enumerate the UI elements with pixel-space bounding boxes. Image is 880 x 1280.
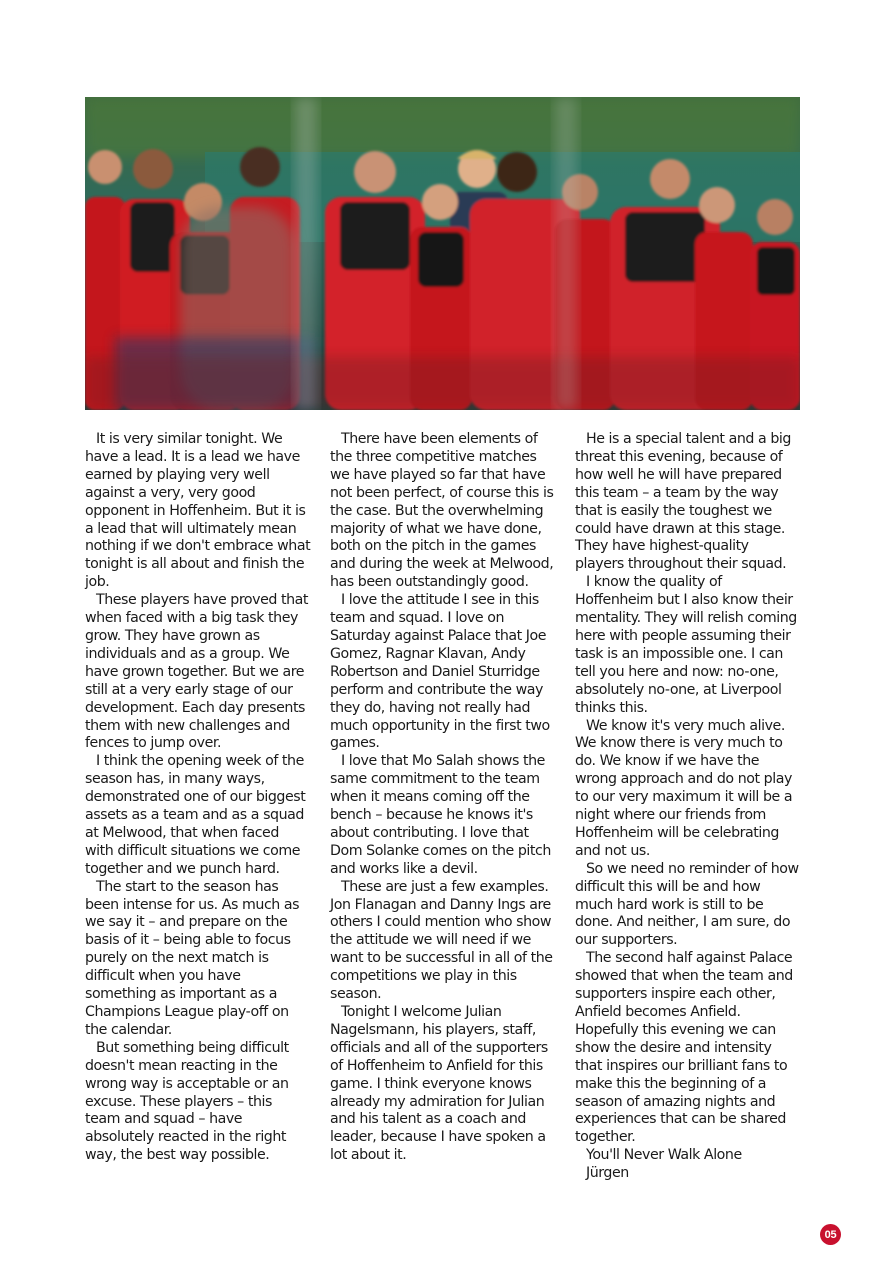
paragraph: I think the opening week of the season has, in many ways, demonstrated one of our biggest assets as a team and as a squad at Melwood, that when faced with difficult situations we come together and we punch hard. (85, 753, 306, 877)
paragraph: The second half against Palace showed that when the team and supporters inspire each other, Anfield becomes Anfield. Hopefully this evening we can show the desire and intensity that inspires our brilliant fans to make this the beginning of a season of amazing nights and experiences that can be shared together. (575, 950, 793, 1146)
article-body (85, 431, 800, 1201)
team-huddle-illustration (85, 97, 800, 410)
paragraph: I love the attitude I see in this team and squad. I love on Saturday against Palace that Joe Gomez, Ragnar Klavan, Andy Robertson and Daniel Sturridge perform and contribute the way they do, having not really had much opportunity in the first two games. (330, 592, 550, 752)
paragraph: These players have proved that when faced with a big task they grow. They have grown as individuals and as a group. We have grown together. But we are still at a very early stage of our development. Each day presents them with new challenges and fences to jump over. (85, 592, 308, 752)
paragraph: But something being difficult doesn't mean reacting in the wrong way is acceptable or an excuse. These players – this team and squad – have absolutely reacted in the right way, the best way possible. (85, 1039, 289, 1164)
page-number-badge: 05 (820, 1224, 841, 1245)
paragraph: I know the quality of Hoffenheim but I also know their mentality. They will relish coming here with people assuming their task is an impossible one. I can tell you here and now: no-one, absolutely no-one, at Liverpool thinks this. (575, 574, 797, 716)
paragraph: I love that Mo Salah shows the same commitment to the team when it means coming off the bench – because he knows it's about contributing. I love that Dom Solanke comes on the pitch and works like a devil. (330, 753, 551, 877)
paragraph: He is a special talent and a big threat this evening, because of how well he will have prepared this team – a team by the way that is easily the toughest we could have drawn at this stage. They have highest-quality players throughout their squad. (575, 431, 791, 573)
article-column-3 (575, 431, 801, 1183)
paragraph: There have been elements of the three competitive matches we have played so far that have not been perfect, of course this is the case. But the overwhelming majority of what we have done, both on the pitch in the games and during the week at Melwood, has been outstandingly good. (330, 431, 554, 591)
team-huddle-photo (85, 97, 800, 410)
paragraph: These are just a few examples. Jon Flanagan and Danny Ings are others I could mention who show the attitude we will need if we want to be successful in all of the competitions we play in this season. (330, 878, 553, 1003)
paragraph: So we need no reminder of how difficult this will be and how much hard work is still to be done. And neither, I am sure, do our supporters. (575, 860, 799, 949)
article-column-1 (85, 431, 311, 1165)
paragraph: Tonight I welcome Julian Nagelsmann, his players, staff, officials and all of the supporters of Hoffenheim to Anfield for this game. I think everyone knows already my admiration for Julian and his talent as a coach and leader, because I have spoken a lot about it. (330, 1004, 548, 1164)
paragraph: It is very similar tonight. We have a lead. It is a lead we have earned by playing very well against a very, very good opponent in Hoffenheim. But it is a lead that will ultimately mean nothing if we don't embrace what tonight is all about and finish the job. (85, 431, 311, 591)
article-column-2 (330, 431, 556, 1165)
paragraph: The start to the season has been intense for us. As much as we say it – and prepare on the basis of it – being able to focus purely on the next match is difficult when you have something as important as a Champions League play-off on the calendar. (85, 878, 300, 1038)
signature-name: Jürgen (586, 1165, 629, 1182)
sign-off-line: You'll Never Walk Alone (586, 1147, 742, 1164)
paragraph: We know it's very much alive. We know there is very much to do. We know if we have the wrong approach and do not play to our very maximum it will be a night where our friends from Hoffenheim will be celebrating and not us. (575, 717, 793, 859)
